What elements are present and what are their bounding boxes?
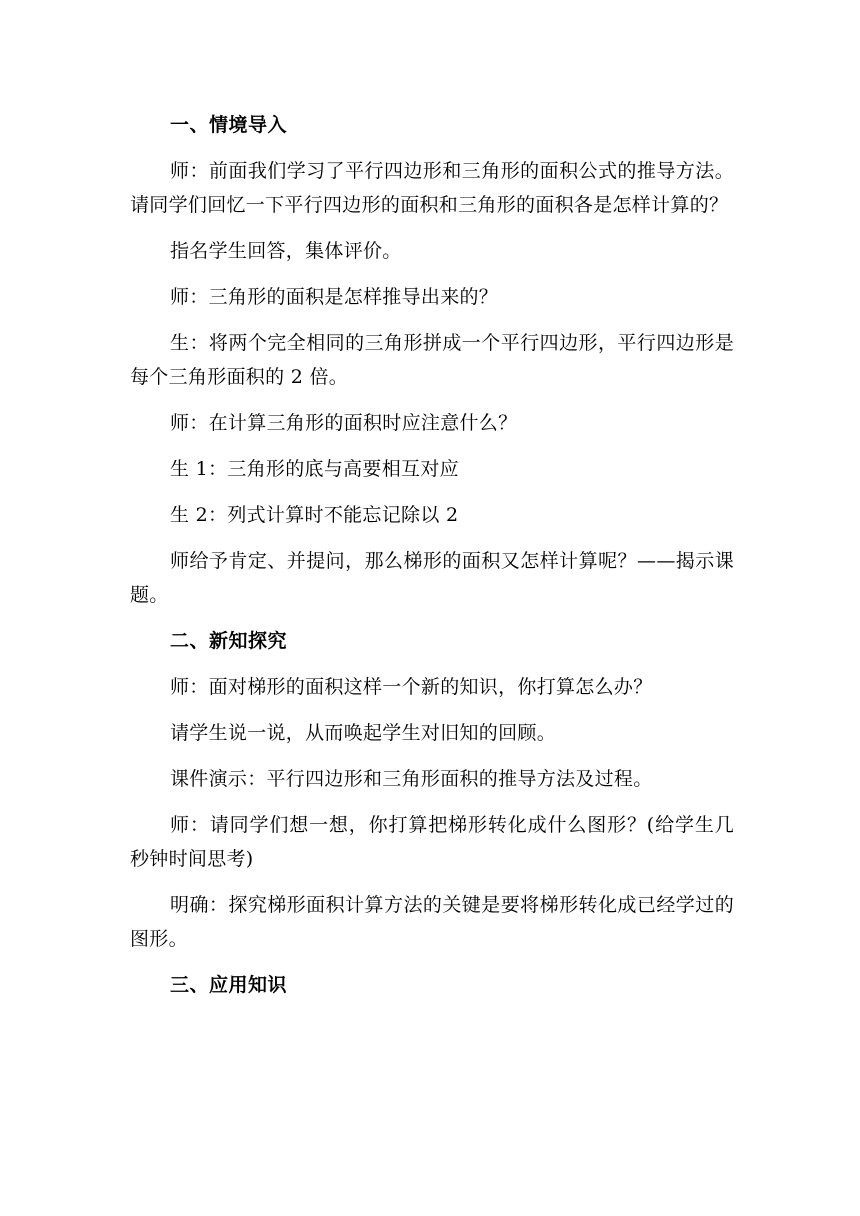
paragraph: 师给予肯定、并提问，那么梯形的面积又怎样计算呢？——揭示课题。 [130,550,734,606]
paragraph: 师：三角形的面积是怎样推导出来的？ [170,286,499,308]
document-page [130,108,734,1014]
paragraph: 生：将两个完全相同的三角形拼成一个平行四边形，平行四边形是每个三角形面积的 2 倍。 [130,332,734,388]
paragraph: 师：面对梯形的面积这样一个新的知识，你打算怎么办？ [170,676,653,698]
section-heading-2: 二、新知探究 [170,630,288,652]
paragraph: 请学生说一说，从而唤起学生对旧知的回顾。 [170,722,557,744]
paragraph: 指名学生回答，集体评价。 [170,240,402,262]
paragraph: 明确：探究梯形面积计算方法的关键是要将梯形转化成已经学过的图形。 [130,894,734,950]
paragraph: 师：在计算三角形的面积时应注意什么？ [170,412,518,434]
section-heading-3: 三、应用知识 [170,974,288,996]
section-heading-1: 一、情境导入 [170,114,288,136]
paragraph: 生 2：列式计算时不能忘记除以 2 [170,504,459,526]
paragraph: 生 1：三角形的底与高要相互对应 [170,458,459,480]
paragraph: 师：前面我们学习了平行四边形和三角形的面积公式的推导方法。请同学们回忆一下平行四边形的面积和三角形的面积各是怎样计算的？ [130,160,734,216]
paragraph: 课件演示：平行四边形和三角形面积的推导方法及过程。 [170,768,653,790]
paragraph: 师：请同学们想一想，你打算把梯形转化成什么图形？(给学生几秒钟时间思考) [130,814,734,870]
